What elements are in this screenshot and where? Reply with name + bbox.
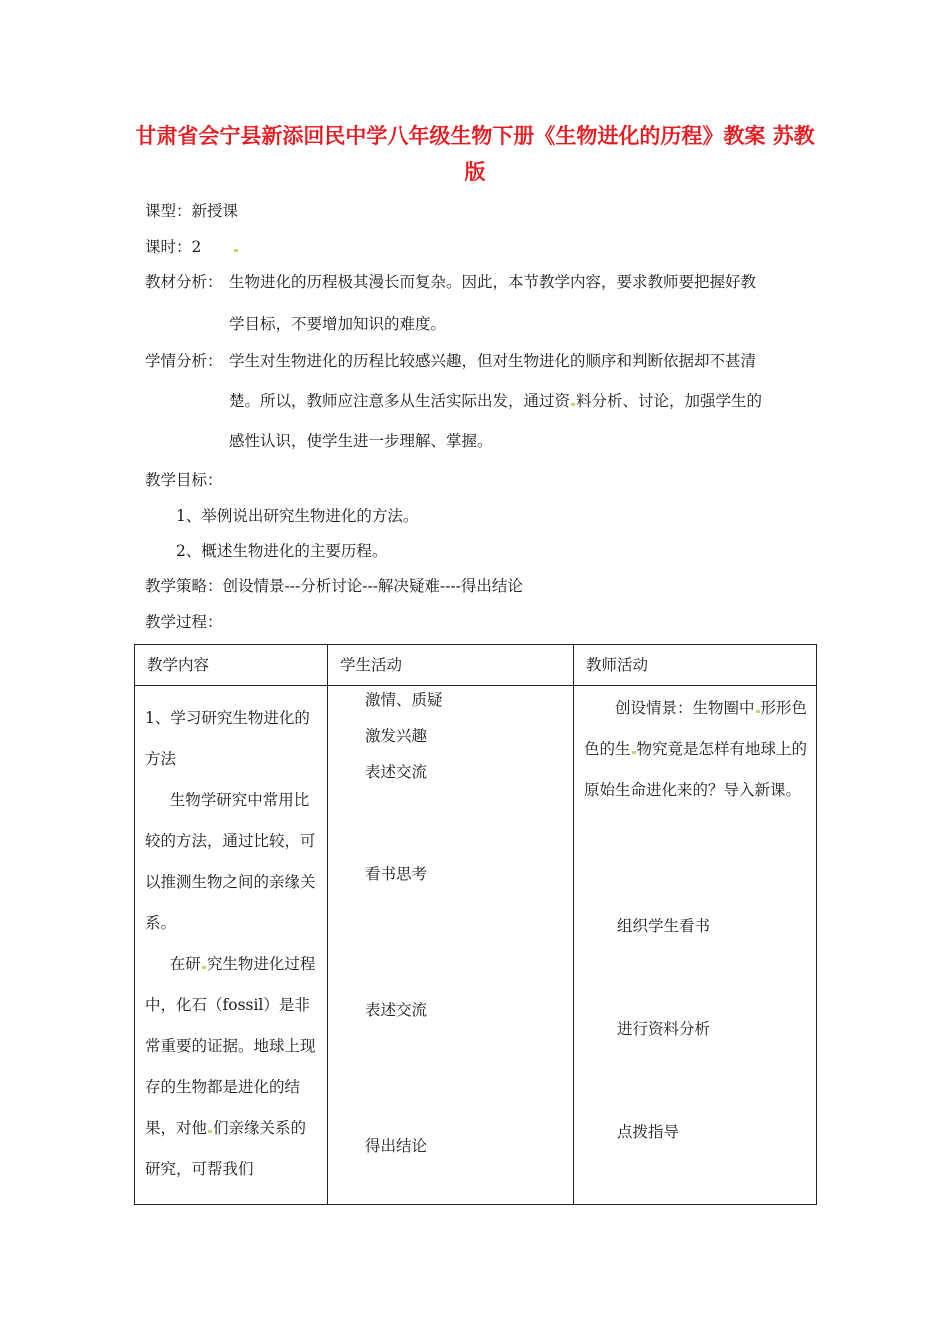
teacher-activity-1: 组织学生看书 xyxy=(617,917,711,935)
header-teacher-label xyxy=(574,645,816,685)
material-line-1: 生物进化的历程极其漫长而复杂。因此，本节教学内容，要求教师要把握好教 xyxy=(229,273,757,291)
student-activity-6: 得出结论 xyxy=(365,1137,428,1155)
teacher-intro-a: 创设情景：生物圈中 xyxy=(615,699,755,717)
header-teacher xyxy=(574,645,817,686)
course-type: 课型：新授课 xyxy=(145,202,239,220)
table-header-row xyxy=(135,645,817,686)
class-hours xyxy=(145,237,239,257)
content-para-2c: 们亲缘关系的研究，可帮我们 xyxy=(145,1119,307,1178)
speck-mark xyxy=(202,966,206,969)
content-cell xyxy=(135,686,328,1205)
student-line-1: 学生对生物进化的历程比较感兴趣，但对生物进化的顺序和判断依据却不甚清 xyxy=(229,352,757,370)
speck-mark xyxy=(632,751,636,754)
student-activity-3: 表述交流 xyxy=(365,763,428,781)
student-cell xyxy=(328,686,574,1205)
speck-mark xyxy=(756,710,760,713)
teacher-intro-c: 物究竟是怎样有地球上的原始生命进化来的？导入新课。 xyxy=(584,740,808,799)
content-para-2b: 究生物进化过程中，化石（fossil）是非常重要的证据。地球上现存的生物都是进化的结果，对他 xyxy=(145,955,316,1137)
teacher-intro-b: 形形色色的生 xyxy=(584,699,808,758)
goals-label: 教学目标： xyxy=(145,471,223,489)
content-para-2a: 在研 xyxy=(169,955,201,973)
goal-2: 2、概述生物进化的主要历程。 xyxy=(176,542,388,560)
header-teacher-text: 教师活动 xyxy=(586,656,649,674)
header-content-label: 教学内容 xyxy=(147,656,210,674)
material-line-2: 学目标，不要增加知识的难度。 xyxy=(229,315,447,333)
material-label: 教材分析： xyxy=(145,273,223,291)
process-label: 教学过程： xyxy=(145,613,223,631)
goal-1: 1、举例说出研究生物进化的方法。 xyxy=(176,507,419,525)
content-para-1: 生物学研究中常用比较的方法，通过比较，可以推测生物之间的亲缘关系。 xyxy=(145,791,316,932)
student-line-2b: 料分析、讨论，加强学生的 xyxy=(576,392,763,410)
speck-mark xyxy=(234,249,238,252)
lesson-table xyxy=(134,644,817,1205)
header-student xyxy=(328,645,574,686)
speck-mark xyxy=(571,403,575,406)
student-activity-4: 看书思考 xyxy=(365,865,428,883)
header-student-label: 学生活动 xyxy=(340,656,403,674)
student-activity-1: 激情、质疑 xyxy=(365,691,443,709)
student-line-2 xyxy=(229,391,762,411)
speck-mark xyxy=(208,1130,212,1133)
document-title: 甘肃省会宁县新添回民中学八年级生物下册《生物进化的历程》教案 苏教版 xyxy=(135,124,815,184)
teacher-activity-3: 点拨指导 xyxy=(617,1123,680,1141)
student-line-2a: 楚。所以，教师应注意多从生活实际出发，通过资 xyxy=(229,392,571,410)
table-row xyxy=(135,686,817,1205)
teacher-activity-2: 进行资料分析 xyxy=(617,1020,711,1038)
student-line-3: 感性认识，使学生进一步理解、掌握。 xyxy=(229,432,493,450)
teaching-strategy: 教学策略：创设情景---分析讨论---解决疑难----得出结论 xyxy=(145,577,523,595)
student-activity-2: 激发兴趣 xyxy=(365,727,428,745)
content-heading: 1、学习研究生物进化的方法 xyxy=(145,709,310,768)
teacher-intro xyxy=(584,688,808,811)
teacher-cell xyxy=(574,686,817,1205)
header-content xyxy=(135,645,328,686)
student-activity-5: 表述交流 xyxy=(365,1001,428,1019)
content-para-2 xyxy=(145,944,317,1190)
class-hours-text: 课时：2 xyxy=(145,238,202,256)
student-label: 学情分析： xyxy=(145,352,223,370)
